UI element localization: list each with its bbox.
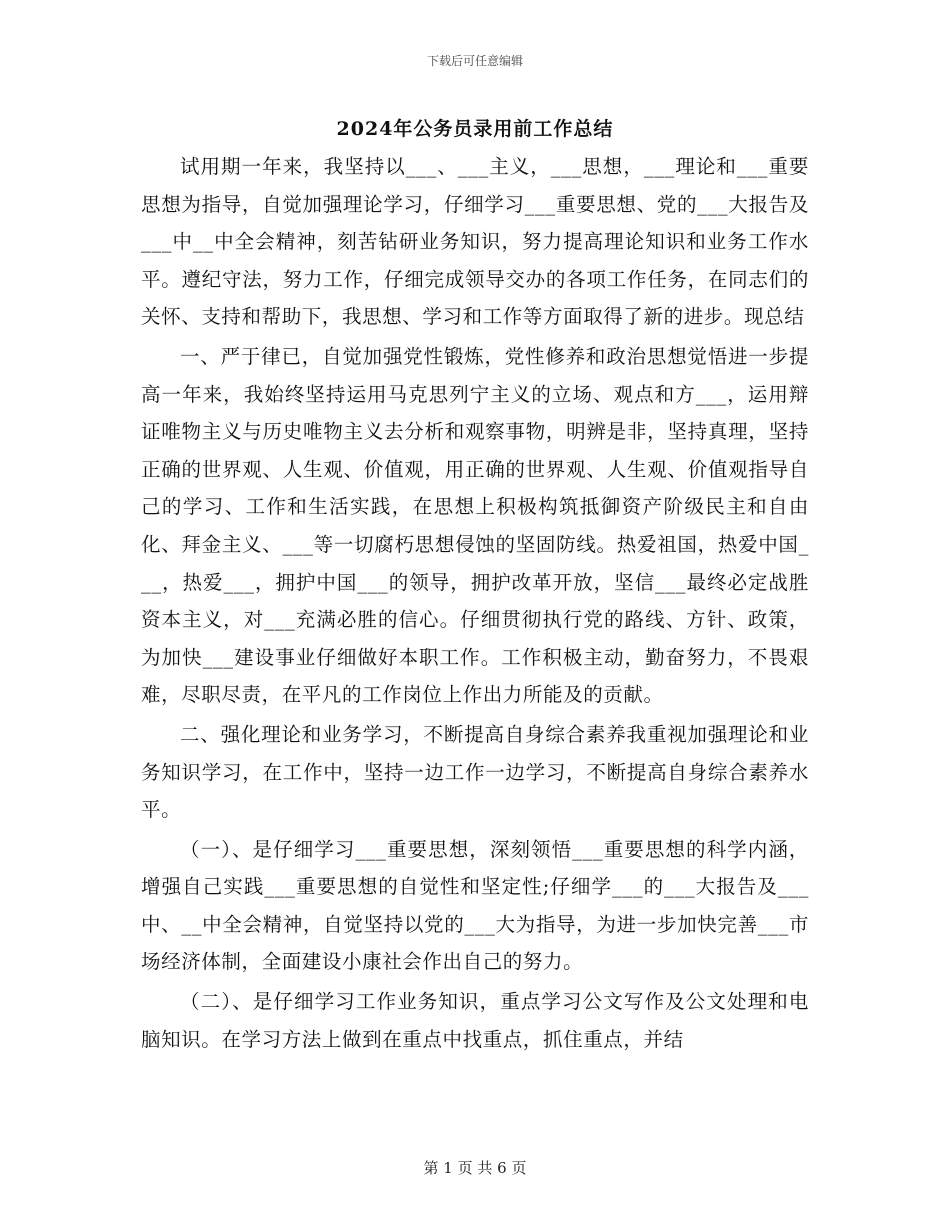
paragraph-subsection-1: （一）、是仔细学习___重要思想，深刻领悟___重要思想的科学内涵，增强自己实践___重要思想的自觉性和坚定性;仔细学___的___大报告及___中、__中全会精神，自觉坚持以党的___大为指导，为进一步加快完善___市场经济体制，全面建设小康社会作出自己的努力。 [141, 837, 809, 974]
document-title: 2024年公务员录用前工作总结 [336, 118, 614, 140]
paragraph-subsection-2: （二）、是仔细学习工作业务知识，重点学习公文写作及公文处理和电脑知识。在学习方法上做到在重点中找重点，抓住重点，并结 [141, 990, 809, 1051]
paragraph-section-1: 一、严于律已，自觉加强党性锻炼，党性修养和政治思想觉悟进一步提高一年来，我始终坚持运用马克思列宁主义的立场、观点和方___，运用辩证唯物主义与历史唯物主义去分析和观察事物，明辨是非，坚持真理，坚持正确的世界观、人生观、价值观，用正确的世界观、人生观、价值观指导自己的学习、工作和生活实践，在思想上积极构筑抵御资产阶级民主和自由化、拜金主义、___等一切腐朽思想侵蚀的坚固防线。热爱祖国，热爱中国___，热爱___，拥护中国___的领导，拥护改革开放，坚信___最终必定战胜资本主义，对___充满必胜的信心。仔细贯彻执行党的路线、方针、政策，为加快___建设事业仔细做好本职工作。工作积极主动，勤奋努力，不畏艰难，尽职尽责，在平凡的工作岗位上作出力所能及的贡献。 [141, 344, 809, 707]
document-body [141, 148, 809, 1058]
paragraph-intro: 试用期一年来，我坚持以___、___主义，___思想，___理论和___重要思想为指导，自觉加强理论学习，仔细学习___重要思想、党的___大报告及___中__中全会精神，刻苦钻研业务知识，努力提高理论知识和业务工作水平。遵纪守法，努力工作，仔细完成领导交办的各项工作任务，在同志们的关怀、支持和帮助下，我思想、学习和工作等方面取得了新的进步。现总结 [141, 155, 809, 329]
page-number-footer: 第 1 页 共 6 页 [423, 1159, 527, 1177]
paragraph-section-2: 二、强化理论和业务学习，不断提高自身综合素养我重视加强理论和业务知识学习，在工作中，坚持一边工作一边学习，不断提高自身综合素养水平。 [141, 722, 809, 822]
page-header-note: 下载后可任意编辑 [426, 54, 523, 68]
